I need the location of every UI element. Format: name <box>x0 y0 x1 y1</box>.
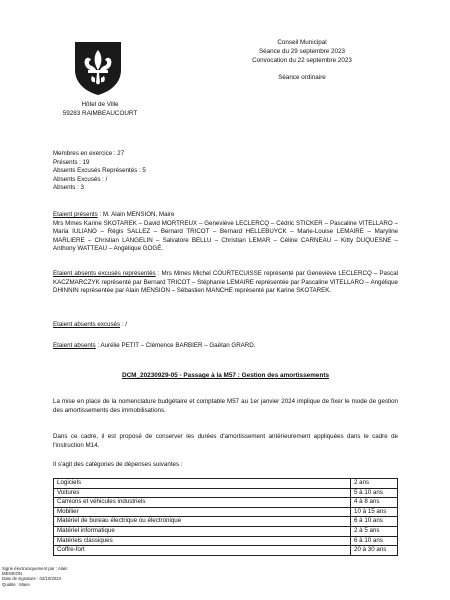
table-row <box>54 488 398 498</box>
townhall-address <box>54 101 146 118</box>
category-name: Matériel de bureau électrique ou électronique <box>54 517 351 527</box>
table-row <box>54 526 398 536</box>
present-mayor: : M. Alain MENSION, Maire <box>97 211 175 218</box>
category-duration: 20 à 30 ans <box>351 546 398 556</box>
count-absent: Absents : 3 <box>53 184 84 192</box>
category-duration: 5 à 10 ans <box>351 488 398 498</box>
convocation-date: Convocation du 22 septembre 2023 <box>252 57 352 64</box>
townhall-postal: 59283 RAIMBEAUCOURT <box>62 109 138 117</box>
table-row <box>54 536 398 546</box>
table-row <box>54 507 398 517</box>
amortization-table <box>53 478 398 556</box>
table-row <box>54 498 398 508</box>
absent-list: : Aurélie PETIT – Clémence BARBIER – Gaëtan GRARD. <box>95 342 256 349</box>
deliberation-paragraph-3: Il s'agit des catégories de dépenses suivantes : <box>53 461 183 468</box>
category-duration: 10 à 15 ans <box>351 507 398 517</box>
deliberation-paragraph-2: Dans ce cadre, il est proposé de conserver les durées d'amortissement antérieurement appliquées dans le cadre de l'instruction M14. <box>53 433 398 449</box>
category-duration: 2 à 5 ans <box>351 526 398 536</box>
excused-label: Etaient absents excusés <box>53 321 121 328</box>
category-name: Matériels classiques <box>54 536 351 546</box>
stamp-line: Signé électroniquement par : Alain <box>2 566 68 571</box>
present-list: Mrs Mmes Karine SKOTAREK – David MORTREUX – Geneviève LECLERCQ – Cédric STICKER – Pascaline VITELLARO – Maria IULIANO – Régis SALLEZ – Bernard TRICOT – Bernard HELLEBUYCK – Marie-Louise LEMAIRE – Maryline MARLIERE – Christian LANGELIN – Salvatore BELLU – Christian LEMAR – Céline CARNEAU – Kitty DUQUESNE – Anthony WATTEAU – Angélique GOGÉ. <box>53 219 398 253</box>
session-header <box>228 38 376 82</box>
stamp-line: Date de signature : 02/10/2023 <box>2 576 62 582</box>
count-excused-represented: Absents Excusés Représentés : 5 <box>53 167 146 175</box>
absent-section <box>53 342 398 351</box>
count-excused: Absents Excusés : / <box>53 175 108 183</box>
category-name: Matériel informatique <box>54 526 351 536</box>
excused-represented-label: Etaient absents excusés représentés <box>53 270 156 277</box>
category-name: Voitures <box>54 488 351 498</box>
stamp-line: MENSION <box>2 571 23 577</box>
absent-label: Etaient absents <box>53 342 96 349</box>
attendance-counts <box>53 150 398 193</box>
table-row <box>54 479 398 489</box>
category-name: Logiciels <box>54 479 351 489</box>
excused-represented-list: : Mrs Mmes Michel COURTECUISSE représenté par Geneviève LECLERCQ – Pascal KACZMARCZYK représenté par Bernard TRICOT – Stéphanie LEMAIRE représentée par Pascaline VITELLARO – Angélique DHINNIN représentée par Alain MENSION – Sébastien MANCHE représenté par Karine SKOTAREK. <box>53 270 399 295</box>
deliberation-paragraph-1: La mise en place de la nomenclature budgétaire et comptable M57 au 1er janvier 2024 implique de fixer le mode de gestion des amortissements des immobilisations. <box>53 398 398 414</box>
table-row <box>54 546 398 556</box>
category-duration: 6 à 10 ans <box>351 517 398 527</box>
deliberation-title: DCM_20230929-05 - Passage à la M57 : Gestion des amortissements <box>121 372 330 379</box>
excused-list: : / <box>120 321 127 328</box>
count-present: Présents : 19 <box>53 158 90 166</box>
category-duration: 2 ans <box>351 479 398 489</box>
category-name: Coffre-fort <box>54 546 351 556</box>
table-row <box>54 517 398 527</box>
count-members: Membres en exercice : 27 <box>53 150 125 157</box>
stamp-line: Qualité : Maire <box>2 581 30 587</box>
fleur-de-lis-shield-icon <box>73 40 123 96</box>
excused-represented-section <box>53 270 398 296</box>
townhall-name: Hôtel de Ville <box>81 101 119 108</box>
electronic-signature-stamp <box>2 566 92 587</box>
category-duration: 6 à 10 ans <box>351 536 398 546</box>
category-duration: 4 à 8 ans <box>351 498 398 508</box>
category-name: Camions et véhicules industriels <box>54 498 351 508</box>
session-date: Séance du 29 septembre 2023 <box>258 48 346 55</box>
present-section <box>53 211 398 254</box>
session-type: Séance ordinaire <box>278 74 326 81</box>
category-name: Mobilier <box>54 507 351 517</box>
council-title: Conseil Municipal <box>277 39 327 46</box>
present-label: Etaient présents <box>53 211 98 218</box>
excused-section <box>53 321 398 330</box>
